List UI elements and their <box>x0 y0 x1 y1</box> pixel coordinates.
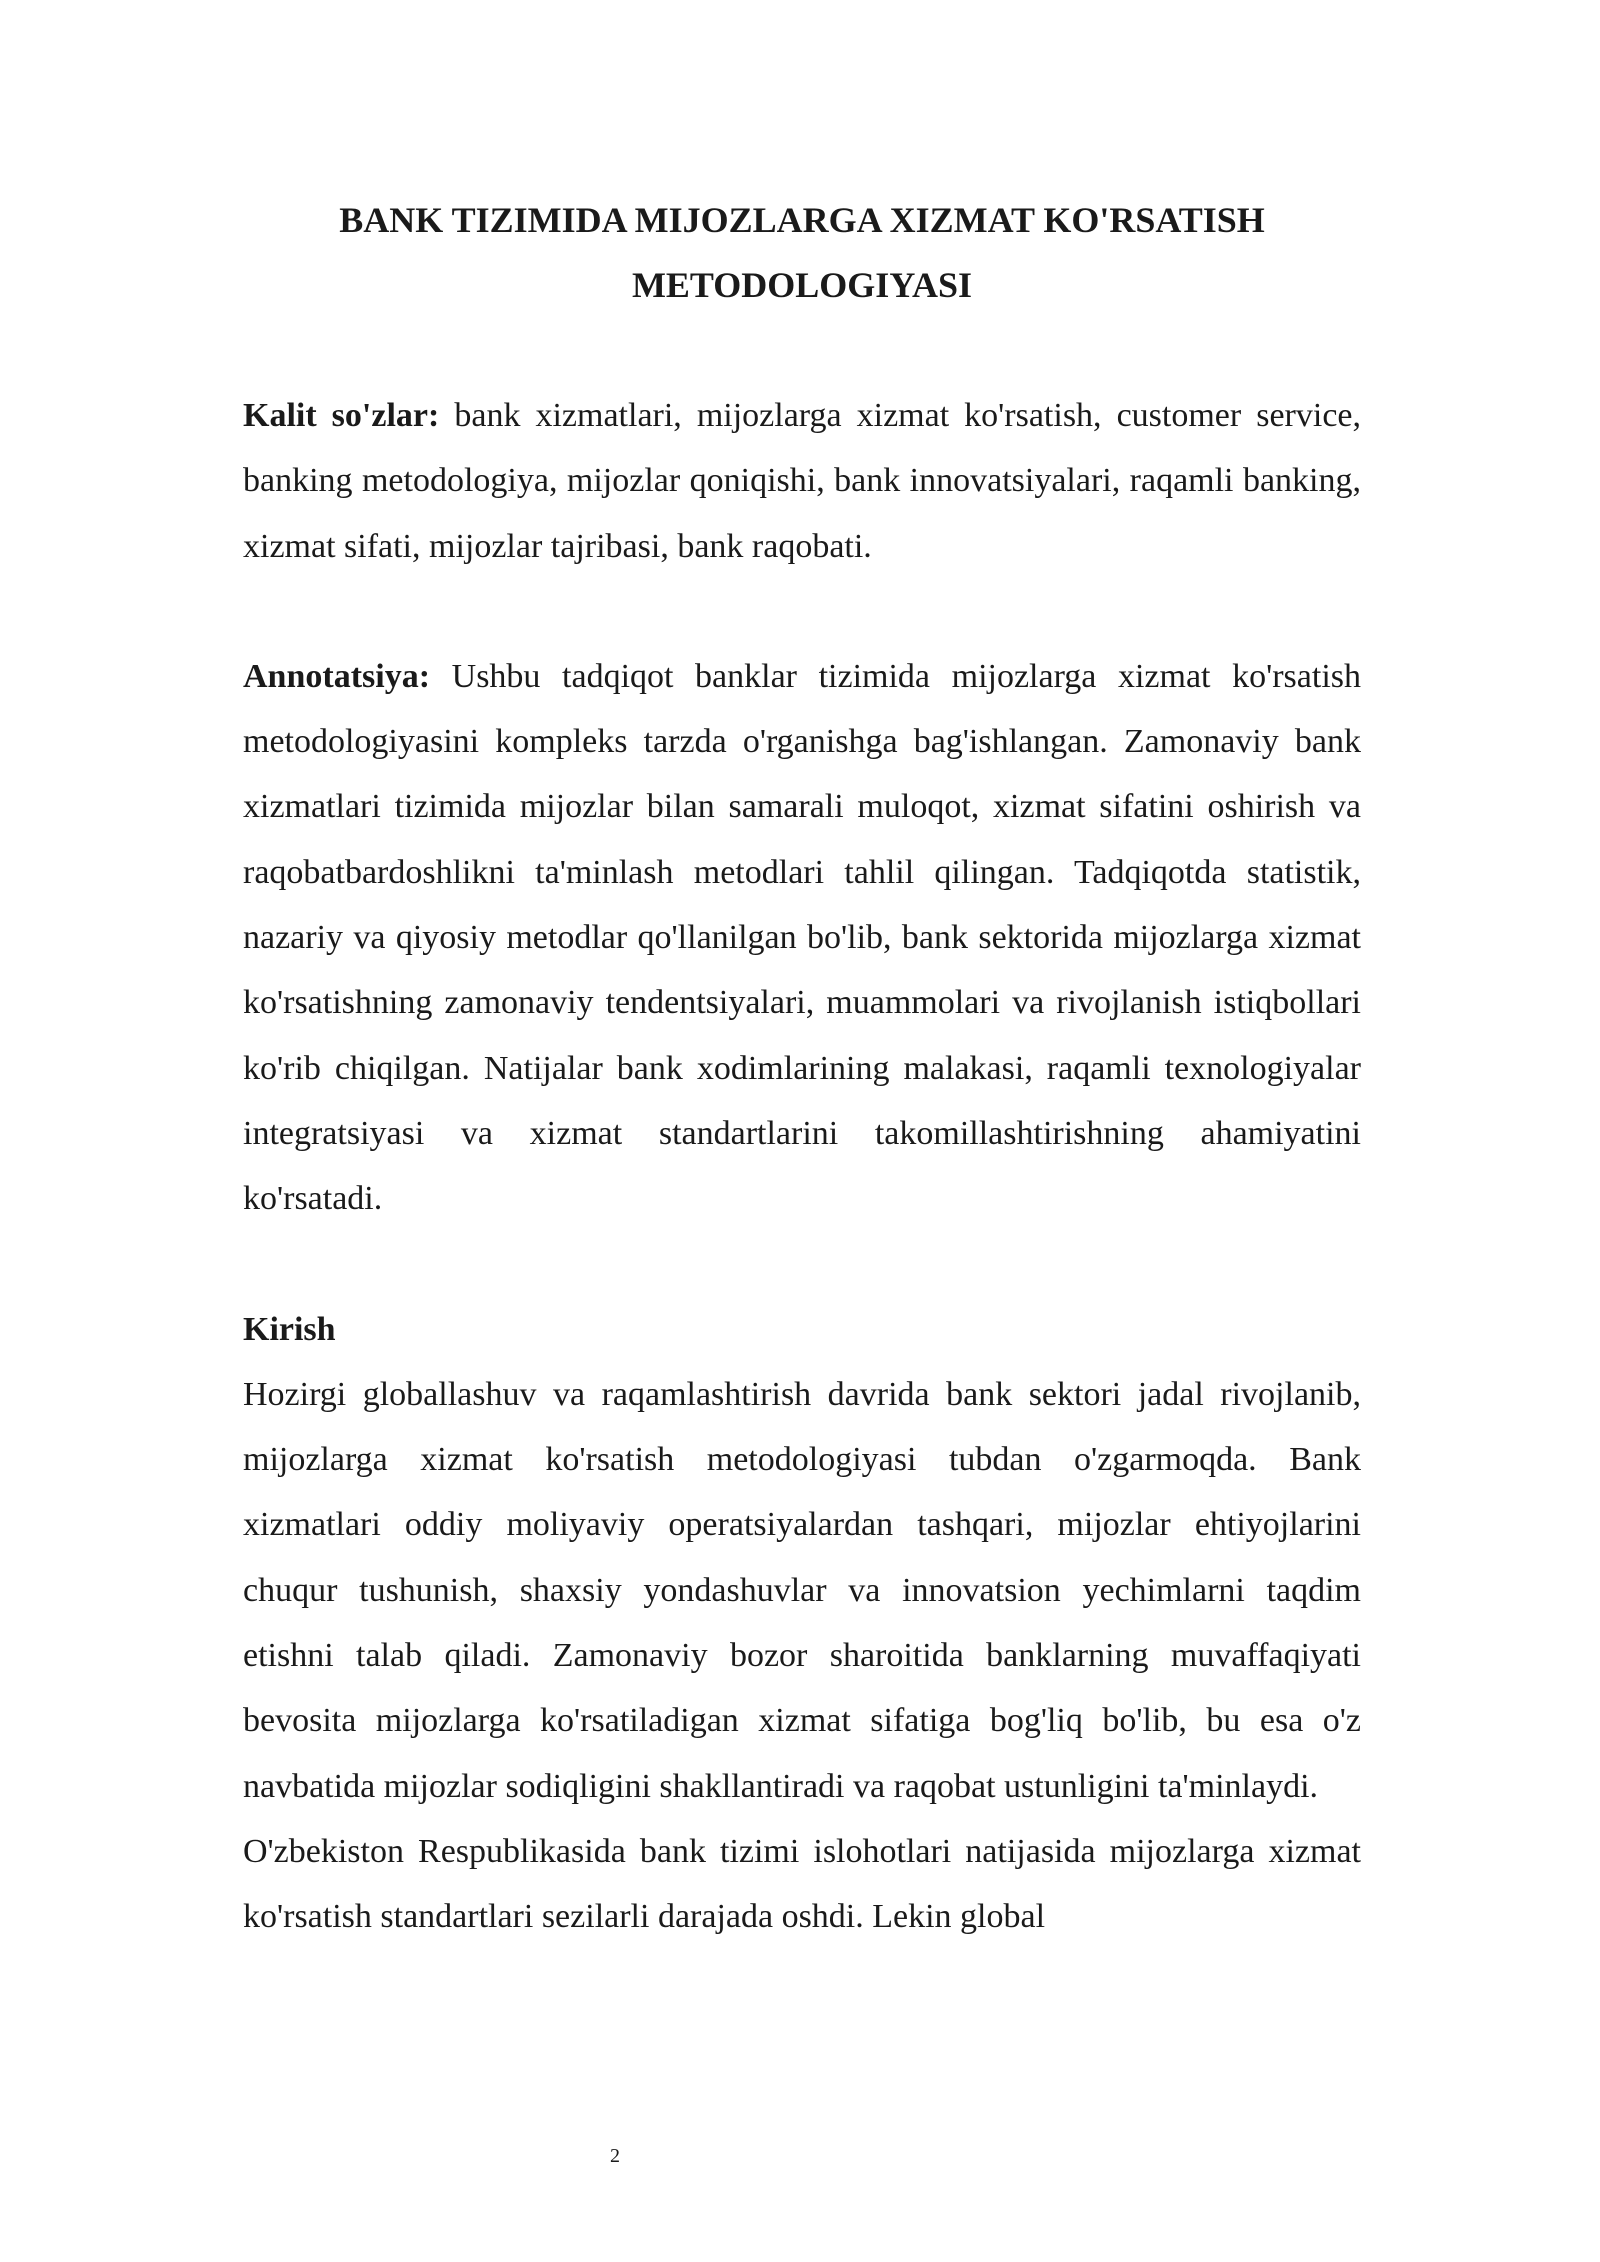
abstract-paragraph <box>243 644 1361 1232</box>
spacer <box>243 579 1361 644</box>
intro-heading: Kirish <box>243 1310 336 1348</box>
keywords-paragraph <box>243 383 1361 579</box>
spacer <box>243 318 1361 383</box>
page-number: 2 <box>610 2145 620 2167</box>
page-content <box>243 188 1361 1950</box>
intro-paragraph-1: Hozirgi globallashuv va raqamlashtirish davrida bank sektori jadal rivojlanib, mijozlarga xizmat ko'rsatish metodologiyasi tubdan o'zgarmoqda. Bank xizmatlari oddiy moliyaviy operatsiyalardan tashqari, mijozlar ehtiyojlarini chuqur tushunish, shaxsiy yondashuvlar va innovatsion yechimlarni taqdim etishni talab qiladi. Zamonaviy bozor sharoitida banklarning muvaffaqiyati bevosita mijozlarga ko'rsatiladigan xizmat sifatiga bog'liq bo'lib, bu esa o'z navbatida mijozlar sodiqligini shakllantiradi va raqobat ustunligini ta'minlaydi. <box>243 1375 1361 1805</box>
abstract-label: Annotatsiya: <box>243 657 431 695</box>
document-title-line-2: METODOLOGIYASI <box>631 265 973 305</box>
document-title-line-1: BANK TIZIMIDA MIJOZLARGA XIZMAT KO'RSATISH <box>339 200 1265 240</box>
keywords-text: bank xizmatlari, mijozlarga xizmat ko'rsatish, customer service, banking metodologiya, mijozlar qoniqishi, bank innovatsiyalari, raqamli banking, xizmat sifati, mijozlar tajribasi, bank raqobati. <box>243 397 1362 565</box>
abstract-text: Ushbu tadqiqot banklar tizimida mijozlarga xizmat ko'rsatish metodologiyasini kompleks tarzda o'rganishga bag'ishlangan. Zamonaviy bank xizmatlari tizimida mijozlar bilan samarali muloqot, xizmat sifatini oshirish va raqobatbardoshlikni ta'minlash metodlari tahlil qilingan. Tadqiqotda statistik, nazariy va qiyosiy metodlar qo'llanilgan bo'lib, bank sektorida mijozlarga xizmat ko'rsatishning zamonaviy tendentsiyalari, muammolari va rivojlanish istiqbollari ko'rib chiqilgan. Natijalar bank xodimlarining malakasi, raqamli texnologiyalar integratsiyasi va xizmat standartlarini takomillashtirishning ahamiyatini ko'rsatadi. <box>243 657 1362 1218</box>
keywords-label: Kalit so'zlar: <box>243 397 440 434</box>
intro-paragraph-2: O'zbekiston Respublikasida bank tizimi islohotlari natijasida mijozlarga xizmat ko'rsatish standartlari sezilarli darajada oshdi. Lekin global <box>243 1832 1361 1936</box>
spacer <box>243 1232 1361 1297</box>
